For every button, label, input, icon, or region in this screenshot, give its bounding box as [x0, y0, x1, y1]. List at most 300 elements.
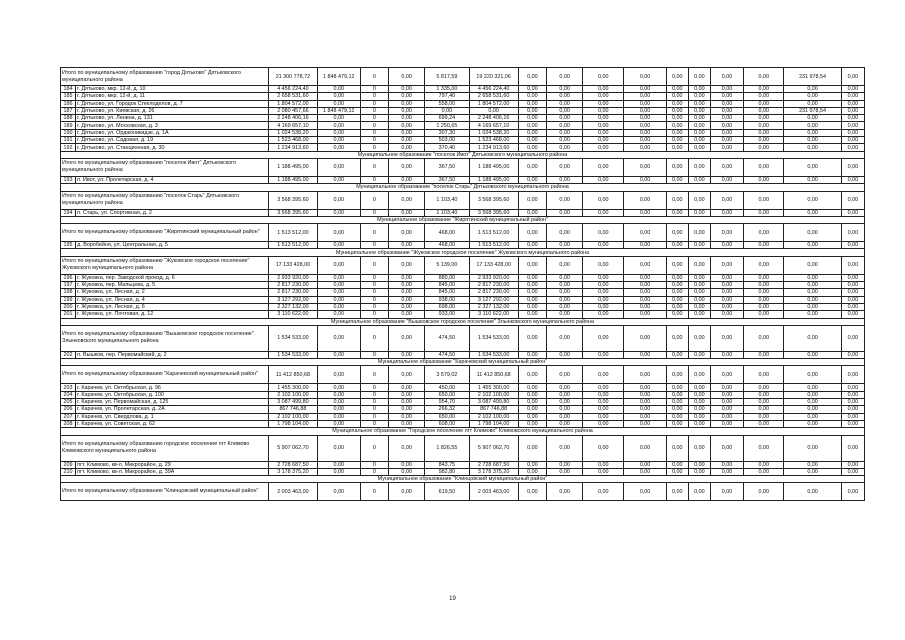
value-cell: 0,00 [624, 406, 666, 413]
value-cell: 0,00 [666, 122, 688, 129]
value-cell: 468,00 [425, 242, 469, 249]
value-cell: 954,70 [425, 399, 469, 406]
value-cell: 0,00 [317, 100, 360, 107]
value-cell: 0,00 [841, 351, 864, 358]
address-cell: г. Дятьково, мкр. 12-й, д. 11 [76, 93, 269, 100]
value-cell: 0,00 [784, 282, 841, 289]
value-cell: 0,00 [744, 406, 784, 413]
value-cell: 698,00 [425, 303, 469, 310]
value-cell: 0,00 [624, 384, 666, 391]
value-cell: 0,00 [317, 176, 360, 183]
value-cell: 0,00 [518, 351, 546, 358]
value-cell: 0,00 [518, 406, 546, 413]
value-cell: 0,00 [784, 115, 841, 122]
value-cell: 1 513 512,00 [269, 224, 317, 242]
value-cell: 2 817 230,00 [269, 282, 317, 289]
subtotal-label: Итого по муниципальному образованию "Вышковское городское поселение" Злынковского муниципального района [61, 325, 269, 351]
row-number: 190 [61, 129, 76, 136]
subtotal-label: Итого по муниципальному образованию "Клинцовский муниципальный район" [61, 483, 269, 501]
row-number: 205 [61, 399, 76, 406]
value-cell: 0,00 [666, 391, 688, 398]
value-cell: 0,00 [583, 68, 624, 86]
value-cell: 0,00 [389, 468, 425, 475]
value-cell: 0,00 [624, 209, 666, 216]
address-cell: г. Дятьково, ул. Станционная, д. 30 [76, 144, 269, 151]
value-cell: 2 933 920,00 [469, 274, 518, 281]
row-number: 186 [61, 100, 76, 107]
value-cell: 0,00 [688, 86, 710, 93]
value-cell: 0,00 [688, 144, 710, 151]
value-cell: 0,00 [317, 209, 360, 216]
value-cell: 0,00 [624, 366, 666, 384]
value-cell: 0,00 [546, 100, 582, 107]
value-cell: 0,00 [710, 413, 743, 420]
value-cell: 0,00 [688, 282, 710, 289]
value-cell: 0,00 [518, 115, 546, 122]
value-cell: 0,00 [583, 137, 624, 144]
table-row [61, 391, 865, 398]
value-cell: 0,00 [389, 115, 425, 122]
value-cell: 0,00 [688, 296, 710, 303]
value-cell: 0,00 [518, 325, 546, 351]
row-number: 201 [61, 311, 76, 318]
value-cell: 0,00 [518, 282, 546, 289]
value-cell: 0,00 [624, 274, 666, 281]
value-cell: 17 133 428,00 [469, 256, 518, 274]
value-cell: 0,00 [624, 107, 666, 114]
subtotal-label: Итого по муниципальному образованию "город Дятьково" Дятьковского муниципального района [61, 68, 269, 86]
value-cell: 0,00 [389, 311, 425, 318]
value-cell: 1 024 538,20 [269, 129, 317, 136]
address-cell: г. Жуковка, ул. Лесная, д. 4 [76, 296, 269, 303]
value-cell: 0,00 [583, 366, 624, 384]
value-cell: 367,50 [425, 158, 469, 176]
value-cell: 0,00 [688, 483, 710, 501]
value-cell: 0,00 [688, 399, 710, 406]
value-cell: 2 080 457,66 [269, 107, 317, 114]
value-cell: 0,00 [583, 115, 624, 122]
value-cell: 0,00 [710, 435, 743, 461]
value-cell: 0,00 [546, 399, 582, 406]
value-cell: 0,00 [784, 483, 841, 501]
row-number: 207 [61, 413, 76, 420]
address-cell: г. Жуковка, пер. Заводской проезд, д. 6 [76, 274, 269, 281]
value-cell: 0,00 [317, 468, 360, 475]
value-cell: 0,00 [317, 93, 360, 100]
row-number: 189 [61, 122, 76, 129]
value-cell: 1 188 495,00 [269, 176, 317, 183]
section-title: Муниципальное образование "Жирятинский муниципальный район" [61, 216, 865, 223]
value-cell: 0,00 [710, 289, 743, 296]
value-cell: 5 139,00 [425, 256, 469, 274]
value-cell: 0,00 [744, 325, 784, 351]
value-cell: 474,50 [425, 351, 469, 358]
value-cell: 0,00 [841, 86, 864, 93]
value-cell: 2 728 687,50 [469, 461, 518, 468]
value-cell: 468,00 [425, 224, 469, 242]
value-cell: 3 087 499,80 [469, 399, 518, 406]
value-cell: 0,00 [744, 93, 784, 100]
value-cell: 0,00 [666, 468, 688, 475]
address-cell: г. Жуковка, пер. Мальцева, д. 5 [76, 282, 269, 289]
value-cell: 0,00 [624, 224, 666, 242]
section-header-row [61, 151, 865, 158]
value-cell: 0,00 [710, 325, 743, 351]
value-cell: 0,00 [389, 366, 425, 384]
value-cell: 0,00 [583, 191, 624, 209]
value-cell: 0,00 [389, 274, 425, 281]
row-number: 194 [61, 209, 76, 216]
value-cell: 0,00 [583, 296, 624, 303]
row-number: 188 [61, 115, 76, 122]
row-number: 208 [61, 420, 76, 427]
value-cell: 0,00 [744, 137, 784, 144]
value-cell: 0,00 [784, 399, 841, 406]
value-cell: 0,00 [666, 209, 688, 216]
value-cell: 0,00 [583, 122, 624, 129]
value-cell: 3 178 375,20 [469, 468, 518, 475]
value-cell: 0,00 [841, 115, 864, 122]
value-cell: 0,00 [784, 242, 841, 249]
value-cell: 0,00 [518, 191, 546, 209]
value-cell: 0 [360, 122, 388, 129]
table-row [61, 303, 865, 310]
address-cell: г. Карачев, ул. Пролетарская, д. 2А [76, 406, 269, 413]
value-cell: 938,00 [425, 296, 469, 303]
value-cell: 0,00 [317, 242, 360, 249]
value-cell: 0,00 [583, 86, 624, 93]
value-cell: 0,00 [518, 274, 546, 281]
value-cell: 0,00 [317, 461, 360, 468]
value-cell: 558,00 [425, 100, 469, 107]
value-cell: 0,00 [518, 296, 546, 303]
value-cell: 0,00 [688, 158, 710, 176]
value-cell: 0,00 [624, 137, 666, 144]
value-cell: 0,00 [744, 413, 784, 420]
value-cell: 0,00 [389, 413, 425, 420]
value-cell: 2 658 531,60 [469, 93, 518, 100]
value-cell: 0,00 [546, 93, 582, 100]
subtotal-row [61, 158, 865, 176]
row-number: 203 [61, 384, 76, 391]
value-cell: 0,00 [688, 468, 710, 475]
value-cell: 0,00 [710, 366, 743, 384]
value-cell: 0 [360, 303, 388, 310]
value-cell: 0,00 [583, 351, 624, 358]
value-cell: 2 102 100,00 [269, 413, 317, 420]
value-cell: 0 [360, 158, 388, 176]
value-cell: 0,00 [688, 209, 710, 216]
value-cell: 0,00 [688, 224, 710, 242]
value-cell: 0,00 [546, 107, 582, 114]
subtotal-row [61, 366, 865, 384]
address-cell: г. Дятьково, ул. Орджоникидзе, д. 1А [76, 129, 269, 136]
value-cell: 0,00 [784, 413, 841, 420]
value-cell: 0,00 [710, 107, 743, 114]
value-cell: 0,00 [624, 100, 666, 107]
value-cell: 0,00 [666, 325, 688, 351]
value-cell: 0,00 [710, 303, 743, 310]
value-cell: 0,00 [841, 256, 864, 274]
value-cell: 0,00 [546, 224, 582, 242]
table-row [61, 468, 865, 475]
value-cell: 0 [360, 468, 388, 475]
value-cell: 0,00 [624, 435, 666, 461]
address-cell: г. Карачев, ул. Первомайская, д. 125 [76, 399, 269, 406]
value-cell: 307,30 [425, 129, 469, 136]
value-cell: 0,00 [546, 191, 582, 209]
value-cell: 0,00 [389, 209, 425, 216]
subtotal-label: Итого по муниципальному образованию городское поселение пгт Климово Климовского муниципального района [61, 435, 269, 461]
value-cell: 0 [360, 289, 388, 296]
value-cell: 0,00 [546, 366, 582, 384]
section-header-row [61, 249, 865, 256]
value-cell: 0,00 [666, 115, 688, 122]
value-cell: 0,00 [666, 483, 688, 501]
value-cell: 0,00 [688, 68, 710, 86]
value-cell: 0,00 [841, 191, 864, 209]
row-number: 195 [61, 242, 76, 249]
value-cell: 0,00 [624, 413, 666, 420]
value-cell: 0,00 [624, 461, 666, 468]
value-cell: 0,00 [666, 274, 688, 281]
value-cell: 0,00 [546, 68, 582, 86]
value-cell: 0,00 [784, 366, 841, 384]
value-cell: 0,00 [666, 406, 688, 413]
value-cell: 0,00 [583, 413, 624, 420]
value-cell: 0,00 [317, 129, 360, 136]
value-cell: 0,00 [744, 289, 784, 296]
value-cell: 0,00 [666, 137, 688, 144]
value-cell: 1 848 479,12 [317, 68, 360, 86]
address-cell: г. Карачев, ул. Советская, д. 62 [76, 420, 269, 427]
value-cell: 0,00 [784, 191, 841, 209]
table-row [61, 282, 865, 289]
value-cell: 0,00 [546, 115, 582, 122]
value-cell: 0 [360, 274, 388, 281]
value-cell: 2 933 920,00 [269, 274, 317, 281]
value-cell: 0,00 [624, 144, 666, 151]
address-cell: п. Старь, ул. Спортивная, д. 2 [76, 209, 269, 216]
value-cell: 0,00 [710, 406, 743, 413]
value-cell: 0,00 [784, 311, 841, 318]
value-cell: 0,00 [389, 137, 425, 144]
value-cell: 0,00 [710, 256, 743, 274]
value-cell: 0,00 [710, 311, 743, 318]
row-number: 204 [61, 391, 76, 398]
value-cell: 0 [360, 137, 388, 144]
value-cell: 4 169 657,10 [269, 122, 317, 129]
value-cell: 0 [360, 325, 388, 351]
row-number: 197 [61, 282, 76, 289]
row-number: 200 [61, 303, 76, 310]
value-cell: 1 234 913,60 [269, 144, 317, 151]
value-cell: 0,00 [784, 256, 841, 274]
section-title: Муниципальное образование "поселок Ивот" Дятьковского муниципального района [61, 151, 865, 158]
value-cell: 1 848 479,12 [317, 107, 360, 114]
value-cell: 0 [360, 86, 388, 93]
value-cell: 0,00 [518, 86, 546, 93]
value-cell: 0 [360, 115, 388, 122]
value-cell: 0,00 [744, 366, 784, 384]
subtotal-row [61, 435, 865, 461]
value-cell: 0,00 [841, 129, 864, 136]
value-cell: 4 456 224,40 [269, 86, 317, 93]
value-cell: 0,00 [688, 129, 710, 136]
value-cell: 0,00 [688, 413, 710, 420]
value-cell: 0,00 [583, 100, 624, 107]
value-cell: 0,00 [688, 289, 710, 296]
value-cell: 0,00 [710, 420, 743, 427]
value-cell: 0,00 [317, 399, 360, 406]
value-cell: 0,00 [710, 68, 743, 86]
value-cell: 0,00 [518, 224, 546, 242]
value-cell: 0,00 [624, 86, 666, 93]
value-cell: 0,00 [583, 311, 624, 318]
value-cell: 0,00 [389, 242, 425, 249]
row-number: 196 [61, 274, 76, 281]
value-cell: 0,00 [583, 461, 624, 468]
value-cell: 1 513 512,00 [269, 242, 317, 249]
value-cell: 0,00 [624, 303, 666, 310]
value-cell: 0,00 [688, 435, 710, 461]
row-number: 193 [61, 176, 76, 183]
value-cell: 0 [360, 351, 388, 358]
value-cell: 0,00 [841, 296, 864, 303]
table-row [61, 122, 865, 129]
value-cell: 0,00 [546, 483, 582, 501]
value-cell: 0,00 [841, 303, 864, 310]
value-cell: 0,00 [841, 435, 864, 461]
value-cell: 0,00 [518, 209, 546, 216]
value-cell: 0,00 [744, 107, 784, 114]
value-cell: 0,00 [317, 122, 360, 129]
value-cell: 0,00 [317, 406, 360, 413]
value-cell: 0,00 [666, 256, 688, 274]
value-cell: 0,00 [583, 144, 624, 151]
section-header-row [61, 216, 865, 223]
value-cell: 0,00 [317, 256, 360, 274]
table-row [61, 384, 865, 391]
value-cell: 0,00 [583, 468, 624, 475]
value-cell: 650,00 [425, 391, 469, 398]
value-cell: 3 127 292,00 [469, 296, 518, 303]
value-cell: 0,00 [546, 129, 582, 136]
value-cell: 5 907 062,70 [269, 435, 317, 461]
table-row [61, 93, 865, 100]
value-cell: 5 907 062,70 [469, 435, 518, 461]
value-cell: 0,00 [317, 311, 360, 318]
section-header-row [61, 476, 865, 483]
value-cell: 2 102 100,00 [269, 391, 317, 398]
value-cell: 0,00 [841, 158, 864, 176]
value-cell: 0,00 [546, 391, 582, 398]
section-title: Муниципальное образование "поселок Старь" Дятьковского муниципального района [61, 184, 865, 191]
value-cell: 2 327 132,00 [269, 303, 317, 310]
row-number: 191 [61, 137, 76, 144]
value-cell: 0,00 [666, 191, 688, 209]
value-cell: 0,00 [666, 129, 688, 136]
value-cell: 0,00 [784, 129, 841, 136]
value-cell: 619,50 [425, 483, 469, 501]
value-cell: 0,00 [546, 468, 582, 475]
value-cell: 0,00 [841, 420, 864, 427]
value-cell: 0,00 [546, 406, 582, 413]
value-cell: 0,00 [666, 242, 688, 249]
value-cell: 0,00 [841, 406, 864, 413]
subtotal-row [61, 224, 865, 242]
value-cell: 0,00 [784, 406, 841, 413]
value-cell: 370,40 [425, 144, 469, 151]
value-cell: 0,00 [666, 86, 688, 93]
value-cell: 2 327 132,00 [469, 303, 518, 310]
value-cell: 0,00 [546, 303, 582, 310]
value-cell: 2 003 463,00 [469, 483, 518, 501]
table-row [61, 406, 865, 413]
value-cell: 0,00 [518, 100, 546, 107]
value-cell: 0,00 [666, 93, 688, 100]
value-cell: 0,00 [710, 391, 743, 398]
value-cell: 0,00 [666, 413, 688, 420]
value-cell: 0,00 [317, 282, 360, 289]
value-cell: 0,00 [710, 176, 743, 183]
value-cell: 0,00 [518, 129, 546, 136]
table-row [61, 351, 865, 358]
value-cell: 1 523 468,00 [469, 137, 518, 144]
value-cell: 0,00 [710, 93, 743, 100]
table-row [61, 209, 865, 216]
value-cell: 266,32 [425, 406, 469, 413]
value-cell: 0,00 [784, 122, 841, 129]
value-cell: 0,00 [317, 191, 360, 209]
value-cell: 11 412 850,68 [269, 366, 317, 384]
value-cell: 797,40 [425, 93, 469, 100]
value-cell: 0,00 [710, 137, 743, 144]
value-cell: 474,50 [425, 325, 469, 351]
value-cell: 1 798 104,00 [269, 420, 317, 427]
table-row [61, 311, 865, 318]
value-cell: 0,00 [389, 122, 425, 129]
value-cell: 0 [360, 391, 388, 398]
value-cell: 0,00 [389, 351, 425, 358]
value-cell: 0,00 [744, 129, 784, 136]
value-cell: 0,00 [666, 311, 688, 318]
value-cell: 0,00 [841, 461, 864, 468]
value-cell: 0 [360, 224, 388, 242]
value-cell: 0,00 [389, 399, 425, 406]
value-cell: 0,00 [744, 176, 784, 183]
value-cell: 0,00 [710, 115, 743, 122]
value-cell: 0,00 [518, 176, 546, 183]
value-cell: 0,00 [744, 158, 784, 176]
value-cell: 0,00 [688, 115, 710, 122]
value-cell: 17 133 428,00 [269, 256, 317, 274]
value-cell: 0 [360, 366, 388, 384]
value-cell: 0,00 [624, 351, 666, 358]
value-cell: 0,00 [784, 158, 841, 176]
value-cell: 0,00 [546, 413, 582, 420]
value-cell: 0,00 [389, 435, 425, 461]
value-cell: 450,00 [425, 384, 469, 391]
value-cell: 0,00 [583, 256, 624, 274]
value-cell: 0 [360, 191, 388, 209]
table-row [61, 413, 865, 420]
value-cell: 0,00 [744, 242, 784, 249]
value-cell: 0,00 [583, 209, 624, 216]
value-cell: 0,00 [688, 461, 710, 468]
value-cell: 0 [360, 461, 388, 468]
value-cell: 0,00 [666, 366, 688, 384]
